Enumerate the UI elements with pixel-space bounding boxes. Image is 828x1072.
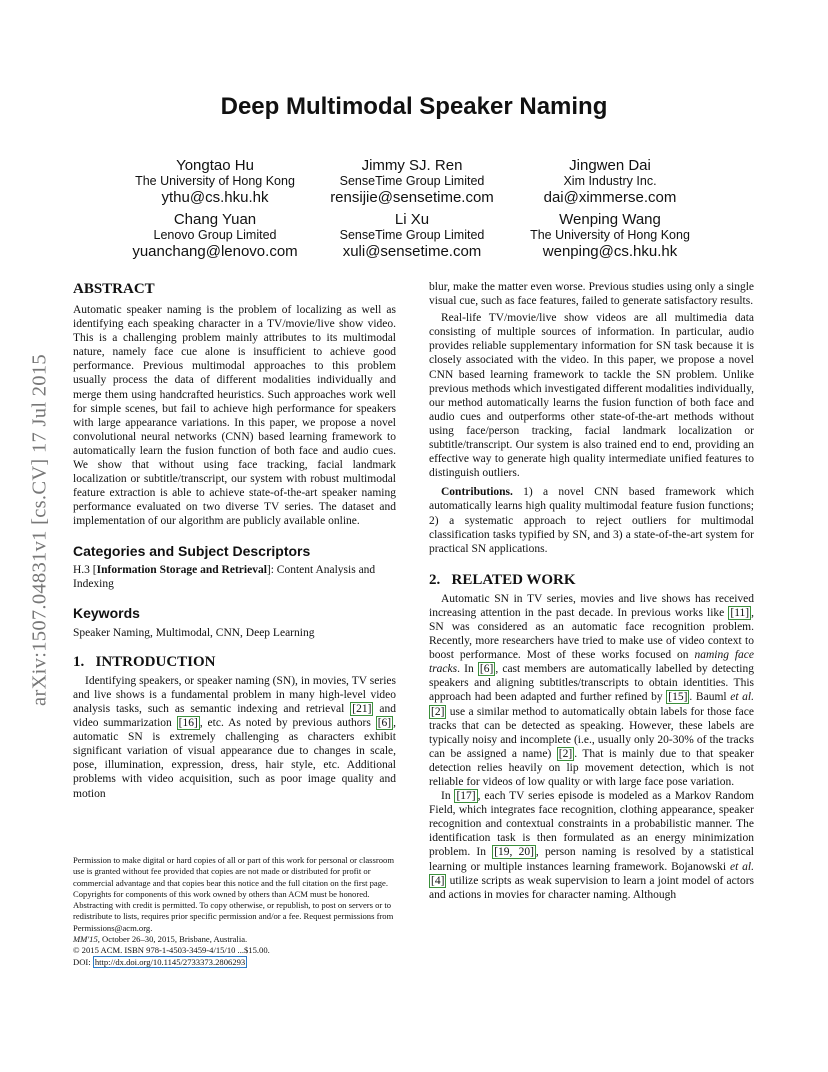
author-name: Jimmy SJ. Ren: [361, 157, 463, 174]
author-affiliation: SenseTime Group Limited: [339, 174, 485, 188]
emphasis: et al.: [730, 691, 754, 704]
citation-link[interactable]: [4]: [431, 874, 445, 887]
author-affiliation: SenseTime Group Limited: [339, 228, 485, 242]
doi-line: [73, 957, 396, 968]
doi-link[interactable]: http://dx.doi.org/10.1145/2733373.2806293: [94, 956, 246, 967]
author-name: Yongtao Hu: [176, 157, 254, 174]
paper-title: Deep Multimodal Speaker Naming: [220, 93, 608, 120]
author-email: rensijie@sensetime.com: [330, 189, 494, 206]
author-block: [490, 157, 730, 206]
keywords-text: Speaker Naming, Multimodal, CNN, Deep Learning: [73, 626, 315, 639]
author-email: dai@ximmerse.com: [543, 189, 677, 206]
emphasis: naming face tracks: [429, 649, 755, 676]
author-email: yuanchang@lenovo.com: [132, 243, 298, 260]
text-run: and video summarization: [73, 702, 396, 730]
citation-link[interactable]: [6]: [377, 717, 392, 730]
author-affiliation: The University of Hong Kong: [530, 228, 690, 242]
text-run: In: [441, 790, 455, 803]
related-work-paragraph: [429, 592, 754, 789]
citation-link[interactable]: [6]: [479, 663, 494, 676]
related-work-heading: 2. RELATED WORK: [429, 571, 576, 588]
text-run: , etc. As noted by previous authors: [199, 717, 376, 730]
intro-heading: 1. INTRODUCTION: [73, 653, 216, 670]
categories-bold: Information Storage and Retrieval: [96, 563, 267, 576]
author-email: ythu@cs.hku.hk: [161, 189, 269, 206]
author-affiliation: Lenovo Group Limited: [153, 228, 277, 242]
text-run: utilize scripts as weak supervision to learn a joint model of actors and actions in movies for character naming. Although: [429, 874, 754, 901]
emphasis: et al.: [729, 860, 755, 873]
categories-text: [73, 563, 396, 591]
abstract-heading: ABSTRACT: [73, 281, 155, 297]
citation-link[interactable]: [2]: [431, 705, 445, 718]
citation-link[interactable]: [21]: [352, 702, 372, 715]
author-name: Li Xu: [394, 211, 430, 228]
citation-link[interactable]: [16]: [178, 717, 198, 730]
permission-text: Permission to make digital or hard copies of all or part of this work for personal or classroom use is granted without fee provided that copies are not made or distributed for profit or commercial advantage and that copies bear this notice and the full citation on the first page. Copyrights for components of this work owned by others than ACM must be honored. Abstracting with credit is permitted. To copy otherwise, or republish, to post on servers or to redistribute to lists, requires prior specific permission and/or a fee. Request permissions from Permissions@acm.org.: [73, 855, 394, 933]
conference-details: October 26–30, 2015, Brisbane, Australia.: [99, 934, 248, 945]
related-work-paragraph: [429, 789, 754, 902]
author-name: Chang Yuan: [173, 211, 257, 228]
intro-paragraph: Real-life TV/movie/live show videos are all multimedia data consisting of multiple sources of information. In particular, audio provides reliable supplementary information for SN task because it is closely associated with the video. In this paper, we propose a novel CNN based learning framework to tackle the SN problem. Unlike previous methods which investigated different modalities individually, our method automatically learns the fusion function of both face and audio cues and outperforms other state-of-the-art methods without using face/person tracking, facial landmark localization or subtitle/transcript. Our system is also trained end to end, providing an effective way to generate high quality intermediate unified features to distinguish outliers.: [429, 312, 754, 480]
categories-heading: Categories and Subject Descriptors: [73, 542, 311, 559]
text-run: , each TV series episode is modeled as a Markov Random Field, which integrates face recognition, clothing appearance, speaker recognition and contextual constraints in a probabilistic manner. The identification task is then formulated as an energy minimization problem. In: [429, 790, 754, 859]
abstract-text: Automatic speaker naming is the problem of localizing as well as identifying each speaking character in a TV/movie/live show video. This is a challenging problem mainly attributes to its multimodal nature, namely face cue alone is insufficient to achieve good performance. Previous multimodal approaches to this problem usually process the data of different modalities individually and merge them using handcrafted heuristics. Such approaches work well for simple scenes, but fail to achieve high performance for speakers with large appearance variations. In this paper, we propose a novel convolutional neural networks (CNN) based learning framework to automatically learn the fusion function of both face and audio cues. We show that without using face tracking, facial landmark localization or subtitle/transcript, our system with robust multimodal feature extraction is able to achieve state-of-the-art speaker naming performance evaluated on two diverse TV series. The dataset and implementation of our algorithm are publicly available online.: [73, 304, 396, 528]
author-name: Wenping Wang: [559, 211, 661, 228]
citation-link[interactable]: [19, 20]: [494, 846, 534, 859]
text-run: use a similar method to automatically obtain labels for those face tracks that can be detected as speaking. However, these labels are typically noisy and incomplete (i.e., usually only 20-30% of the tracks can be assigned a name): [429, 705, 754, 760]
text-run: Identifying speakers, or speaker naming (SN), in movies, TV series and live shows is a fundamental problem in many high-level video analysis tasks, such as semantic indexing and retrieval: [73, 674, 396, 715]
text-run: . Bauml: [689, 691, 731, 704]
permission-block: [73, 855, 396, 968]
categories-rest: ]: Content Analysis and Indexing: [73, 563, 376, 590]
text-run: 1) a novel CNN based framework which automatically learns high quality multimodal feature fusion functions; 2) a systematic approach to reject outliers for multimodal classification tasks typified by SN, and 3) a state-of-the-art system for practical SN applications.: [429, 486, 754, 555]
intro-continued: blur, make the matter even worse. Previous studies using only a single visual cue, such as face features, failed to generate satisfactory results.: [429, 281, 754, 308]
doi-label: DOI:: [73, 956, 93, 967]
citation-link[interactable]: [2]: [558, 747, 573, 760]
citation-link[interactable]: [17]: [456, 790, 476, 803]
conference-line: [73, 934, 396, 945]
author-affiliation: The University of Hong Kong: [135, 174, 295, 188]
text-run: , SN was considered as an automatic face recognition problem. Recently, more researchers have tried to make use of video context to boost performance. Most of these works focused on: [429, 606, 754, 662]
categories-code: H.3 [: [73, 563, 97, 576]
text-run: , cast members are automatically labelled by detecting speakers and aligning subtitles/transcripts to obtain identities. This approach had been adapted and further refined by: [429, 663, 754, 704]
citation-link[interactable]: [15]: [668, 691, 688, 704]
text-run: , automatic SN is extremely challenging as characters exhibit significant variation of visual appearance due to changes in scale, pose, illumination, expression, dress, hair style, etc. Additional problems with video acquisition, such as poor image quality and motion: [73, 717, 396, 800]
author-email: xuli@sensetime.com: [342, 243, 482, 260]
text-run: , person naming is resolved by a statistical learning or multiple instances learning framework. Bojanowski: [429, 846, 754, 873]
arxiv-id: arXiv:1507.04831v1 [cs.CV] 17 Jul 2015: [28, 354, 51, 706]
text-run: Automatic SN in TV series, movies and live shows has received increasing attention in the past decade. In previous works like: [429, 592, 754, 619]
keywords-heading: Keywords: [73, 604, 140, 621]
author-affiliation: Xim Industry Inc.: [563, 174, 657, 188]
right-column: [429, 280, 754, 902]
author-email: wenping@cs.hku.hk: [542, 243, 678, 260]
copyright-line: © 2015 ACM. ISBN 978-1-4503-3459-4/15/10 ...$15.00.: [73, 945, 270, 956]
author-block: [490, 211, 730, 260]
conference-name: MM'15,: [73, 934, 100, 945]
text-run: . In: [457, 663, 478, 676]
left-column: [73, 280, 396, 801]
author-name: Jingwen Dai: [569, 157, 651, 174]
contributions-label: Contributions.: [441, 486, 513, 499]
citation-link[interactable]: [11]: [730, 606, 750, 619]
intro-paragraph: [73, 674, 396, 801]
contributions-paragraph: [429, 485, 754, 555]
text-run: . That is mainly due to that speaker detection relies heavily on lip movement detection, which is not reliable for videos of low quality or with large face pose variation.: [429, 747, 754, 788]
